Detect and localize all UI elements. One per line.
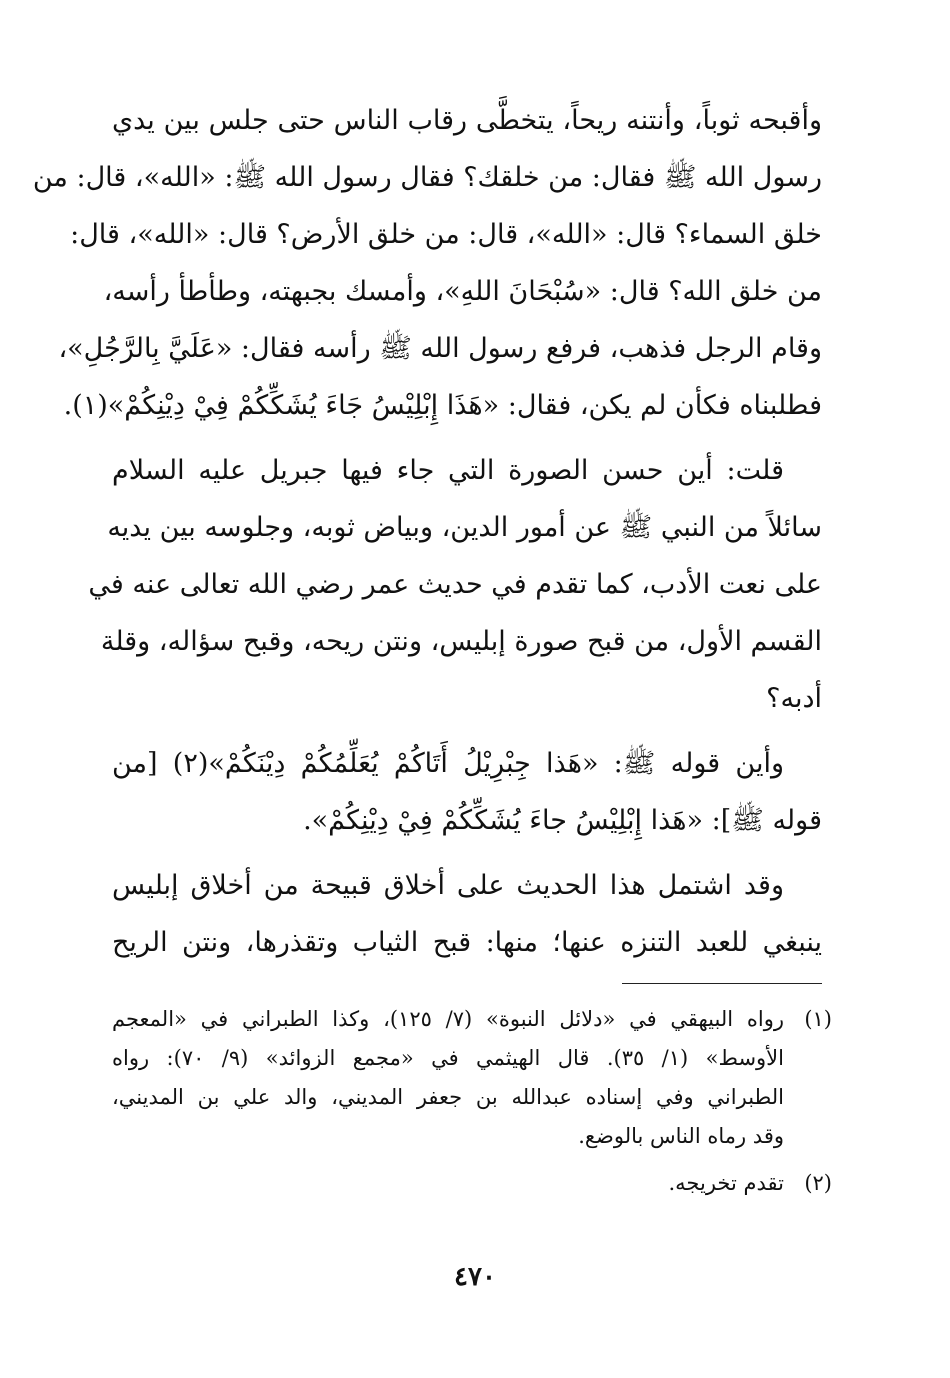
footnote-line: الطبراني وفي إسناده عبدالله بن جعفر المديني، والد علي بن المديني، xyxy=(112,1085,784,1109)
paragraph-spacer xyxy=(112,434,822,442)
text-line: وقام الرجل فذهب، فرفع رسول الله ﷺ رأسه فقال: «عَلَيَّ بِالرَّجُلِ»، xyxy=(58,333,822,364)
paragraph-2 xyxy=(88,442,822,727)
text-line: قوله ﷺ]: «هَذا إِبْلِيْسُ جاءَ يُشَكِّكُمْ فِيْ دِيْنِكُمْ». xyxy=(303,805,822,836)
footnote-line: وقد رماه الناس بالوضع. xyxy=(578,1124,784,1148)
footnote-line: رواه البيهقي في «دلائل النبوة» (٧/ ١٢٥)، وكذا الطبراني في «المعجم xyxy=(112,1007,784,1031)
text-line: رسول الله ﷺ فقال: من خلقك؟ فقال رسول الله ﷺ: «الله»، قال: من xyxy=(32,162,822,193)
footnote-line: الأوسط» (١/ ٣٥). قال الهيثمي في «مجمع الزوائد» (٩/ ٧٠): رواه xyxy=(112,1046,784,1070)
footnote-2 xyxy=(112,1164,832,1203)
paragraph-4 xyxy=(112,857,822,971)
text-line: وأقبحه ثوباً، وأنتنه ريحاً، يتخطَّى رقاب الناس حتى جلس بين يدي xyxy=(112,105,822,136)
text-line: وقد اشتمل هذا الحديث على أخلاق قبيحة من أخلاق إبليس xyxy=(112,870,784,901)
text-line: ينبغي للعبد التنزه عنها؛ منها: قبح الثياب وتقذرها، ونتن الريح xyxy=(112,927,822,958)
paragraph-spacer xyxy=(112,727,822,735)
footnote-separator xyxy=(622,983,822,984)
text-line: أدبه؟ xyxy=(766,683,822,714)
paragraph-1 xyxy=(32,92,822,434)
footnote-number: (٢) xyxy=(804,1171,832,1195)
paragraph-spacer xyxy=(112,849,822,857)
footnote-number: (١) xyxy=(804,1007,832,1031)
footnote-spacer xyxy=(112,1156,832,1164)
text-line: على نعت الأدب، كما تقدم في حديث عمر رضي الله تعالى عنه في xyxy=(88,569,822,600)
text-line: فطلبناه فكأن لم يكن، فقال: «هَذَا إِبْلِيْسُ جَاءَ يُشَكِّكُمْ فِيْ دِيْنِكُمْ»(١). xyxy=(63,390,822,421)
paragraph-3 xyxy=(112,735,822,849)
footnote-text xyxy=(112,1164,784,1203)
text-line: من خلق الله؟ قال: «سُبْحَانَ اللهِ»، وأمسك بجبهته، وطأطأ رأسه، xyxy=(103,276,822,307)
main-text xyxy=(32,92,822,971)
page-number: ٤٧٠ xyxy=(454,1262,496,1292)
text-line: سائلاً من النبي ﷺ عن أمور الدين، وبياض ثوبه، وجلوسه بين يديه xyxy=(107,512,822,543)
footnotes xyxy=(112,1000,832,1203)
text-line: وأين قوله ﷺ: «هَذا جِبْرِيْلُ أَتَاكُمْ يُعَلِّمُكُمْ دِيْنَكُمْ»(٢) [من xyxy=(112,748,784,779)
text-line: خلق السماء؟ قال: «الله»، قال: من خلق الأرض؟ قال: «الله»، قال: xyxy=(70,219,822,250)
footnote-text xyxy=(112,1000,784,1156)
text-line: قلت: أين حسن الصورة التي جاء فيها جبريل عليه السلام xyxy=(112,455,784,486)
footnote-line: تقدم تخريجه. xyxy=(668,1171,784,1195)
text-line: القسم الأول، من قبح صورة إبليس، ونتن ريحه، وقبح سؤاله، وقلة xyxy=(100,626,822,657)
footnote-1 xyxy=(112,1000,832,1156)
